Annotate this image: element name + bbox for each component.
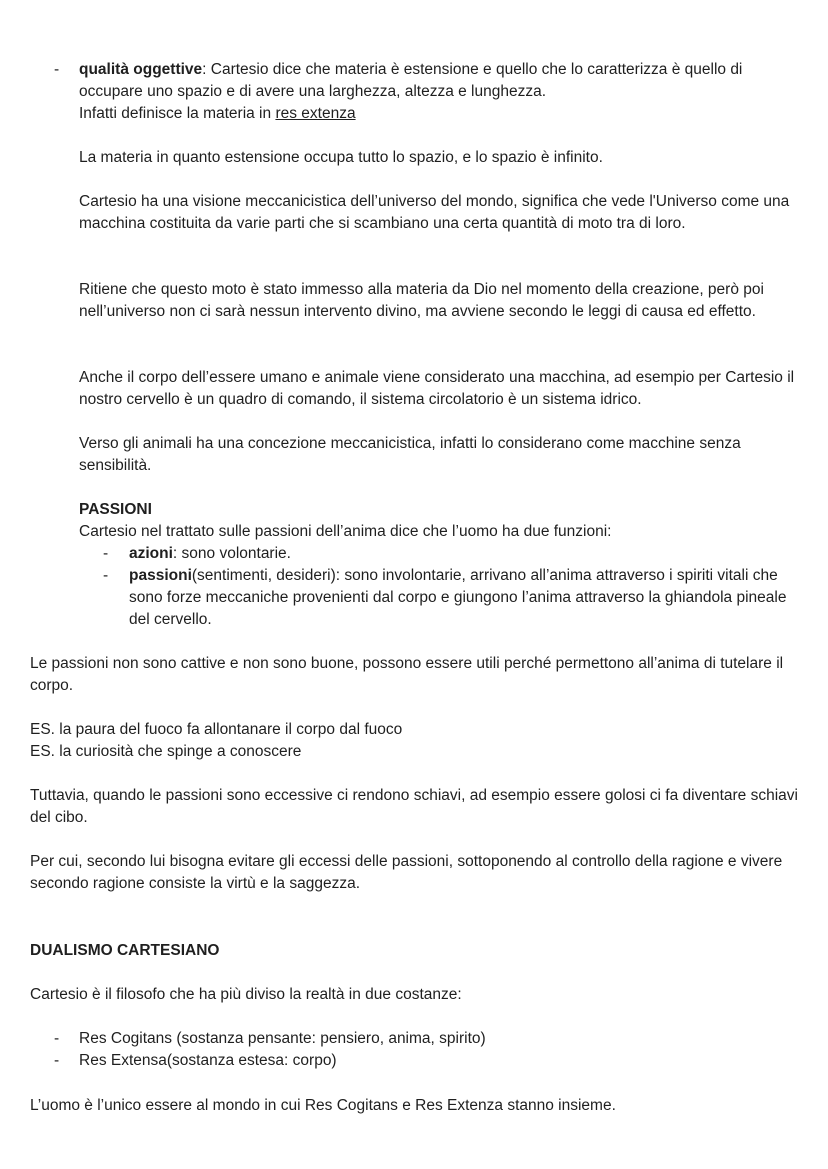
bullet-dash: - [54, 61, 60, 78]
list-item-text: : sono volontarie. [172, 545, 291, 562]
heading-dualismo: DUALISMO CARTESIANO [30, 942, 220, 959]
list-item-res-extensa: Res Extensa(sostanza estesa: corpo) [79, 1052, 337, 1069]
list-item-term: azioni [129, 545, 173, 562]
define-prefix: Infatti definisce la materia in [79, 105, 276, 122]
paragraph-corpo-macchina: Anche il corpo dell’essere umano e animale viene considerato una macchina, ad esempio per Cartesio il nostro cervello è un quadro di comando, il sistema circolatorio è un sistema idrico. [79, 369, 795, 408]
list-item-text: (sentimenti, desideri): sono involontarie, arrivano all’anima attraverso i spiriti vitali che sono forze meccaniche provenienti dal corpo e giungono l’anima attraverso la ghiandola pineale del cervello. [129, 567, 787, 628]
define-term-underlined: res extenza [275, 105, 356, 122]
bullet-text: : Cartesio dice che materia è estensione e quello che lo caratterizza è quello di occupare uno spazio e di avere una larghezza, altezza e lunghezza. [79, 61, 743, 100]
paragraph-meccanicistica: Cartesio ha una visione meccanicistica dell’universo del mondo, significa che vede l'Universo come una macchina costituita da varie parti che si scambiano una certa quantità di moto tra di loro. [79, 193, 790, 232]
paragraph-ragione: Per cui, secondo lui bisogna evitare gli eccessi delle passioni, sottoponendo al controllo della ragione e vivere secondo ragione consiste la virtù e la saggezza. [30, 853, 783, 892]
example-2: ES. la curiosità che spinge a conoscere [30, 743, 302, 760]
bullet-qualita-oggettive [79, 59, 799, 125]
paragraph-moto: Ritiene che questo moto è stato immesso alla materia da Dio nel momento della creazione, però poi nell’universo non ci sarà nessun intervento divino, ma avviene secondo le leggi di causa ed effetto. [79, 281, 764, 320]
paragraph-passioni-utili: Le passioni non sono cattive e non sono buone, possono essere utili perché permettono all’anima di tutelare il corpo. [30, 655, 784, 694]
bullet-dash: - [54, 1030, 60, 1047]
bullet-term: qualità oggettive [79, 61, 203, 78]
example-1: ES. la paura del fuoco fa allontanare il corpo dal fuoco [30, 721, 403, 738]
list-item-res-cogitans: Res Cogitans (sostanza pensante: pensiero, anima, spirito) [79, 1030, 486, 1047]
bullet-dash: - [54, 1052, 60, 1069]
dualismo-intro: Cartesio è il filosofo che ha più diviso la realtà in due costanze: [30, 986, 462, 1003]
bullet-dash: - [103, 545, 109, 562]
paragraph-closing: L’uomo è l’unico essere al mondo in cui Res Cogitans e Res Extenza stanno insieme. [30, 1097, 616, 1114]
paragraph-schiavi: Tuttavia, quando le passioni sono eccessive ci rendono schiavi, ad esempio essere golosi ci fa diventare schiavi del cibo. [30, 787, 798, 826]
bullet-dash: - [103, 567, 109, 584]
paragraph-materia: La materia in quanto estensione occupa tutto lo spazio, e lo spazio è infinito. [79, 149, 603, 166]
list-item-azioni [129, 543, 799, 565]
paragraph-animali: Verso gli animali ha una concezione meccanicistica, infatti lo considerano come macchine senza sensibilità. [79, 435, 741, 474]
list-item-term: passioni [129, 567, 192, 584]
heading-passioni: PASSIONI [79, 501, 152, 518]
list-item-passioni [129, 565, 799, 631]
passioni-intro: Cartesio nel trattato sulle passioni dell’anima dice che l’uomo ha due funzioni: [79, 523, 612, 540]
